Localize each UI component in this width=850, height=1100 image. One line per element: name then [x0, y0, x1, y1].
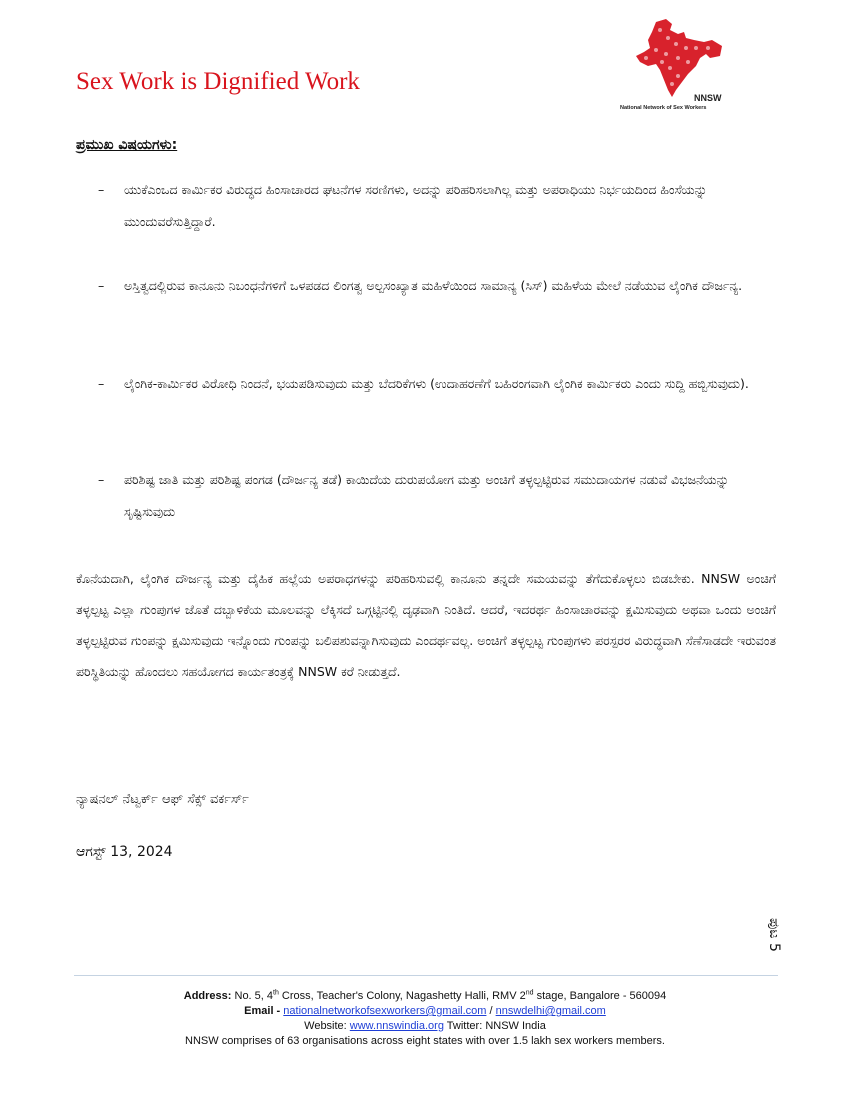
bullet-text: ಪರಿಶಿಷ್ಟ ಜಾತಿ ಮತ್ತು ಪರಿಶಿಷ್ಟ ಪಂಗಡ (ದೌರ್ಜನ್ಯ ತಡೆ) ಕಾಯಿದೆಯ ದುರುಪಯೋಗ ಮತ್ತು ಅಂಚಿಗೆ ತಳ್ಳಲ್ಪಟ್ಟಿರುವ ಸಮುದಾಯಗಳ ನಡುವೆ ವಿಭಜನೆಯನ್ನು ಸೃಷ್ಟಿಸುವುದು [124, 472, 730, 519]
email-link-secondary[interactable]: nnswdelhi@gmail.com [495, 1005, 606, 1017]
nnsw-logo [618, 18, 738, 118]
footer-email [40, 1004, 810, 1019]
footer-divider [74, 975, 778, 976]
twitter-handle: Twitter: NNSW India [443, 1020, 546, 1032]
email-separator: / [486, 1005, 496, 1017]
bullet-text: ಯುಕೆಎಂಒದ ಕಾರ್ಮಿಕರ ವಿರುದ್ಧದ ಹಿಂಸಾಚಾರದ ಘಟನೆಗಳ ಸರಣಿಗಳು, ಅದನ್ನು ಪರಿಹರಿಸಲಾಗಿಲ್ಲ ಮತ್ತು ಅಪರಾಧಿಯು ನಿರ್ಭಯದಿಂದ ಹಿಂಸೆಯನ್ನು ಮುಂದುವರೆಸುತ್ತಿದ್ದಾರೆ. [124, 182, 708, 229]
page-number: ಪುಟ 5 [766, 918, 782, 952]
email-link-primary[interactable]: nationalnetworkofsexworkers@gmail.com [283, 1005, 487, 1017]
email-label: Email - [244, 1005, 281, 1017]
footer [40, 989, 810, 1049]
section-heading: ಪ್ರಮುಖ ವಿಷಯಗಳು: [76, 137, 178, 153]
list-item [98, 368, 778, 400]
india-map-icon [626, 18, 730, 98]
address-text [235, 990, 667, 1002]
address-sup: th [273, 989, 279, 997]
footer-about: NNSW comprises of 63 organisations across eight states with over 1.5 lakh sex workers members. [185, 1035, 665, 1047]
list-item [98, 270, 778, 302]
website-link[interactable]: www.nnswindia.org [349, 1020, 444, 1032]
bullet-text: ಅಸ್ತಿತ್ವದಲ್ಲಿರುವ ಕಾನೂನು ನಿಬಂಧನೆಗಳಿಗೆ ಒಳಪಡದ ಲಿಂಗತ್ವ ಅಲ್ಪಸಂಖ್ಯಾತ ಮಹಿಳೆಯಿಂದ ಸಾಮಾನ್ಯ (ಸಿಸ್) ಮಹಿಳೆಯ ಮೇಲೆ ನಡೆಯುವ ಲೈಂಗಿಕ ದೌರ್ಜನ್ಯ. [124, 278, 743, 293]
signoff: ನ್ಯಾಷನಲ್ ನೆಟ್ವರ್ಕ್ ಆಫ್ ಸೆಕ್ಸ್ ವರ್ಕರ್ಸ್ [76, 792, 249, 807]
bullet-marker: – [98, 472, 105, 487]
bullet-marker: – [98, 278, 105, 293]
address-part: No. 5, 4 [234, 990, 274, 1002]
page-tagline: Sex Work is Dignified Work [76, 68, 360, 95]
body-paragraph: ಕೊನೆಯದಾಗಿ, ಲೈಂಗಿಕ ದೌರ್ಜನ್ಯ ಮತ್ತು ದೈಹಿಕ ಹಲ್ಲೆಯ ಅಪರಾಧಗಳನ್ನು ಪರಿಹರಿಸುವಲ್ಲಿ ಕಾನೂನು ತನ್ನದೇ ಸಮಯವನ್ನು ತೆಗೆದುಕೊಳ್ಳಲು ಬಿಡಬೇಕು. NNSW ಅಂಚಿಗೆ ತಳ್ಳಲ್ಪಟ್ಟ ಎಲ್ಲಾ ಗುಂಪುಗಳ ಜೊತೆ ದಬ್ಬಾಳಿಕೆಯ ಮೂಲವನ್ನು ಲೆಕ್ಕಿಸದೆ ಒಗ್ಗಟ್ಟಿನಲ್ಲಿ ದೃಢವಾಗಿ ನಿಂತಿದೆ. ಆದರೆ, ಇದರರ್ಥ ಹಿಂಸಾಚಾರವನ್ನು ಕ್ಷಮಿಸುವುದು ಅಥವಾ ಒಂದು ಅಂಚಿಗೆ ತಳ್ಳಲ್ಪಟ್ಟಿರುವ ಗುಂಪನ್ನು ಕ್ಷಮಿಸುವುದು ಇನ್ನೊಂದು ಗುಂಪನ್ನು ಬಲಿಪಶುವನ್ನಾಗಿಸುವುದು ಎಂದರ್ಥವಲ್ಲ. ಅಂಚಿಗೆ ತಳ್ಳಲ್ಪಟ್ಟ ಗುಂಪುಗಳು ಪರಸ್ಪರರ ವಿರುದ್ಧವಾಗಿ ಸೆಣೆಸಾಡದೇ ಇರುವಂತ ಪರಿಸ್ಥಿತಿಯನ್ನು ಹೊಂದಲು ಸಹಯೋಗದ ಕಾರ್ಯತಂತ್ರಕ್ಕೆ NNSW ಕರೆ ನೀಡುತ್ತದೆ. [76, 571, 776, 679]
logo-subtitle: National Network of Sex Workers [620, 105, 707, 111]
logo-name: NNSW [694, 93, 722, 103]
list-item [98, 174, 778, 238]
website-label: Website: [304, 1020, 350, 1032]
footer-website [40, 1019, 810, 1034]
address-part: stage, Bangalore - 560094 [533, 990, 667, 1002]
list-item [98, 464, 778, 528]
address-sup: nd [525, 989, 534, 997]
bullet-text: ಲೈಂಗಿಕ-ಕಾರ್ಮಿಕರ ವಿರೋಧಿ ನಿಂದನೆ, ಭಯಪಡಿಸುವುದು ಮತ್ತು ಬೆದರಿಕೆಗಳು (ಉದಾಹರಣೆಗೆ ಬಹಿರಂಗವಾಗಿ ಲೈಂಗಿಕ ಕಾರ್ಮಿಕರು ಎಂದು ಸುದ್ದಿ ಹಬ್ಬಿಸುವುದು). [124, 376, 749, 391]
address-part: Cross, Teacher's Colony, Nagashetty Halli, RMV 2 [278, 990, 526, 1002]
bullet-marker: – [98, 376, 105, 391]
document-date: ಆಗಸ್ಟ್ 13, 2024 [76, 844, 173, 860]
footer-address [40, 989, 810, 1004]
address-label: Address: [183, 990, 232, 1002]
bullet-marker: – [98, 182, 105, 197]
